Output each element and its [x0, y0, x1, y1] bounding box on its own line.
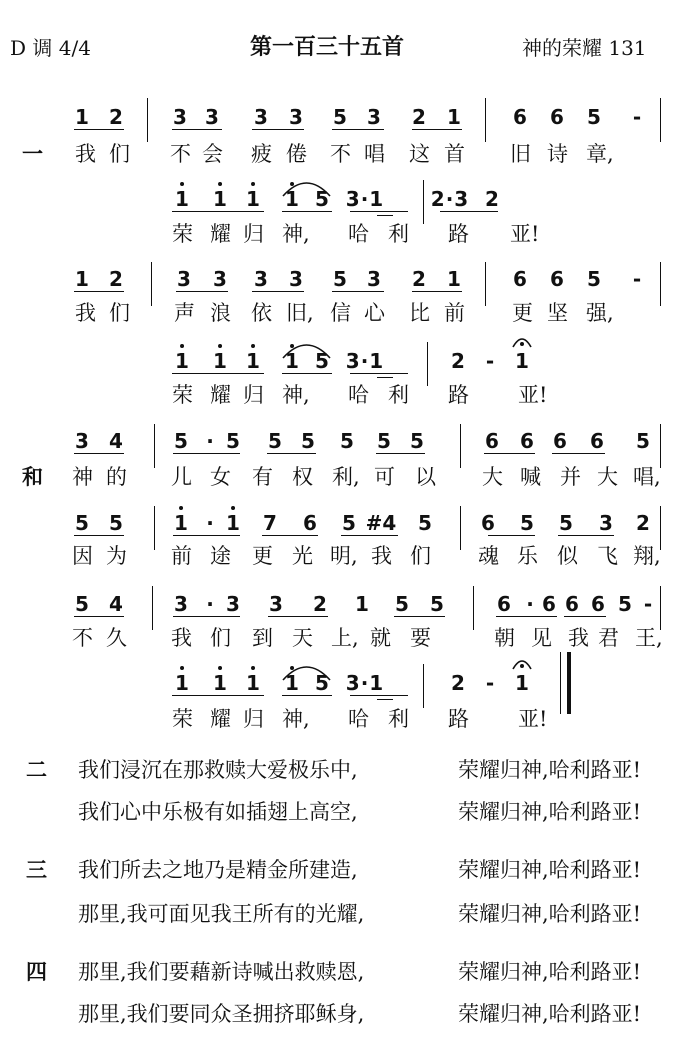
note: 4 — [109, 592, 123, 616]
lyric-syllable: 朝 — [494, 626, 515, 650]
lyric-syllable: 可 — [374, 465, 395, 489]
lyric-syllable: 坚 — [547, 301, 568, 325]
note: 3 — [599, 511, 613, 535]
note: 3·1 — [345, 187, 385, 211]
bar-line — [154, 506, 155, 550]
note: 3 — [289, 105, 303, 129]
beam-line — [172, 211, 264, 212]
lyric-syllable: 为 — [106, 544, 127, 568]
lyric-syllable: 翔, — [633, 544, 661, 568]
note: 1 — [213, 673, 227, 693]
lyric-syllable: 以 — [415, 465, 436, 489]
note: 1 — [447, 267, 461, 291]
lyric-syllable: 不 — [330, 142, 351, 166]
lyric-syllable: 耀 — [210, 707, 231, 731]
lyric-syllable: 到 — [252, 626, 273, 650]
beam-line — [267, 453, 316, 454]
verse-line-text: 那里,我们要藉新诗喊出救赎恩, — [78, 960, 365, 984]
lyric-syllable: 会 — [202, 142, 223, 166]
note: 5 — [342, 511, 356, 535]
note: 2·3 — [430, 187, 470, 211]
note: 5 — [226, 429, 240, 453]
verse-line-text: 那里,我可面见我王所有的光耀, — [78, 902, 365, 926]
lyric-syllable: 亚! — [518, 707, 548, 731]
bar-line — [473, 586, 474, 630]
lyric-syllable: 依 — [251, 301, 272, 325]
lyric-syllable: 我 — [75, 142, 96, 166]
note: 5 — [340, 429, 354, 453]
note: 5 — [418, 511, 432, 535]
note: 6 — [590, 429, 604, 453]
lyric-syllable: 要 — [410, 626, 431, 650]
bar-line — [460, 506, 461, 550]
lyric-syllable: 天 — [292, 626, 313, 650]
note: 6 — [553, 429, 567, 453]
fermata-icon — [511, 333, 533, 349]
beam-line — [74, 616, 124, 617]
bar-line — [423, 664, 424, 708]
lyric-syllable: 利 — [388, 222, 409, 246]
verse-line-refrain: 荣耀归神,哈利路亚! — [458, 960, 642, 984]
lyric-syllable: 亚! — [510, 222, 540, 246]
lyric-syllable: 神, — [282, 222, 310, 246]
beam-line — [440, 211, 498, 212]
note: 5 — [559, 511, 573, 535]
note: 6 — [550, 105, 564, 129]
lyric-syllable: 路 — [448, 222, 469, 246]
beam-line — [176, 291, 228, 292]
beam-line — [552, 453, 605, 454]
bar-line — [460, 424, 461, 468]
note: 1 — [515, 349, 529, 373]
beam-line — [282, 211, 332, 212]
beam-line — [172, 373, 264, 374]
note: 6 — [513, 105, 527, 129]
note: 5 — [377, 429, 391, 453]
beam-line — [173, 616, 240, 617]
lyric-syllable: 光 — [292, 544, 313, 568]
lyric-syllable: 见 — [531, 626, 552, 650]
note: 5 — [395, 592, 409, 616]
beam-line — [74, 535, 124, 536]
lyric-syllable: 章, — [586, 142, 614, 166]
note: 3 — [367, 105, 381, 129]
beam-line — [74, 129, 124, 130]
verse-line-text: 我们心中乐极有如插翅上高空, — [78, 800, 358, 824]
note: 5 — [333, 105, 347, 129]
note: 5 — [315, 349, 329, 373]
note: 1 — [285, 351, 299, 371]
lyric-syllable: 们 — [210, 626, 231, 650]
verse-line-refrain: 荣耀归神,哈利路亚! — [458, 902, 642, 926]
lyric-syllable: 哈 — [348, 222, 369, 246]
lyric-syllable: 们 — [109, 301, 130, 325]
note: 1 — [213, 351, 227, 371]
double-beam-line — [377, 215, 393, 216]
slur-arc — [281, 176, 332, 198]
note: 6 — [303, 511, 317, 535]
beam-line — [282, 695, 332, 696]
note: 6 — [497, 592, 511, 616]
lyric-syllable: 君 — [598, 626, 619, 650]
note: 5 — [315, 671, 329, 695]
note: 2 — [412, 105, 426, 129]
note: 2 — [412, 267, 426, 291]
lyric-syllable: 途 — [210, 544, 231, 568]
lyric-syllable: 不 — [170, 142, 191, 166]
note: 3 — [173, 105, 187, 129]
lyric-syllable: 乐 — [517, 544, 538, 568]
note: 1 — [175, 673, 189, 693]
lyric-syllable: 路 — [448, 707, 469, 731]
bar-line — [427, 342, 428, 386]
note: 1 — [447, 105, 461, 129]
beam-line — [332, 291, 384, 292]
lyric-syllable: 这 — [409, 142, 430, 166]
lyric-syllable: 大 — [482, 465, 503, 489]
lyric-syllable: 强, — [586, 301, 614, 325]
lyric-syllable: 大 — [597, 465, 618, 489]
note: 6 — [542, 592, 556, 616]
lyric-syllable: 们 — [109, 142, 130, 166]
note: 1 — [285, 189, 299, 209]
lyric-syllable: 比 — [409, 301, 430, 325]
lyric-syllable: 哈 — [348, 707, 369, 731]
slur-arc — [281, 660, 332, 682]
lyric-syllable: 似 — [557, 544, 578, 568]
note: 2 — [451, 671, 465, 695]
note: 5 — [333, 267, 347, 291]
note: - — [485, 671, 495, 695]
lyric-syllable: 荣 — [172, 707, 193, 731]
note: 6 — [520, 429, 534, 453]
beam-line — [332, 129, 384, 130]
lyric-syllable: 浪 — [210, 301, 231, 325]
bar-line — [423, 180, 424, 224]
verse-line-refrain: 荣耀归神,哈利路亚! — [458, 858, 642, 882]
beam-line — [252, 129, 304, 130]
note: 1 — [213, 189, 227, 209]
note: 3 — [367, 267, 381, 291]
lyric-syllable: 首 — [444, 142, 465, 166]
lyric-syllable: 路 — [448, 383, 469, 407]
lyric-syllable: 前 — [444, 301, 465, 325]
note: 5 — [268, 429, 282, 453]
beam-line — [173, 453, 240, 454]
verse-label: 和 — [22, 465, 43, 489]
lyric-syllable: 我 — [171, 626, 192, 650]
bar-line — [147, 98, 148, 142]
lyric-syllable: 利 — [388, 707, 409, 731]
note: 1 — [246, 673, 260, 693]
beam-line — [262, 535, 318, 536]
lyric-syllable: 儿 — [171, 465, 192, 489]
beam-line — [394, 616, 445, 617]
verse-line-text: 那里,我们要同众圣拥挤耶稣身, — [78, 1002, 365, 1026]
note: 5 — [75, 592, 89, 616]
verse-number: 三 — [26, 858, 47, 882]
lyric-syllable: 神, — [282, 383, 310, 407]
note: 1 — [75, 105, 89, 129]
note: 5 — [410, 429, 424, 453]
lyric-syllable: 亚! — [518, 383, 548, 407]
lyric-syllable: 利, — [332, 465, 360, 489]
note: - — [485, 349, 495, 373]
note: 3·1 — [345, 671, 385, 695]
note: 2 — [636, 511, 650, 535]
note: · — [526, 592, 534, 616]
verse-line-text: 我们浸沉在那救赎大爱极乐中, — [78, 758, 358, 782]
lyric-syllable: 旧, — [286, 301, 314, 325]
note: 2 — [109, 267, 123, 291]
key-signature: D 调 4/4 — [10, 36, 91, 60]
bar-line — [151, 262, 152, 306]
note: 1 — [246, 189, 260, 209]
bar-line — [154, 424, 155, 468]
beam-line — [172, 129, 222, 130]
verse-number: 四 — [26, 960, 47, 984]
beam-line — [564, 616, 606, 617]
bar-line — [660, 98, 661, 142]
note: 3 — [205, 105, 219, 129]
note: 5 — [301, 429, 315, 453]
note: · — [206, 592, 214, 616]
note: 1 — [175, 351, 189, 371]
slur-arc — [281, 338, 332, 360]
note: 3 — [75, 429, 89, 453]
beam-line — [412, 129, 462, 130]
verse-label: 一 — [22, 142, 43, 166]
lyric-syllable: 前 — [171, 544, 192, 568]
note: 1 — [515, 671, 529, 695]
lyric-syllable: 就 — [370, 626, 391, 650]
final-bar-line — [567, 652, 571, 714]
lyric-syllable: 旧 — [510, 142, 531, 166]
bar-line — [485, 262, 486, 306]
beam-line — [172, 695, 264, 696]
lyric-syllable: 心 — [364, 301, 385, 325]
lyric-syllable: 唱, — [633, 465, 661, 489]
fermata-icon — [511, 655, 533, 671]
lyric-syllable: 权 — [292, 465, 313, 489]
bar-line — [485, 98, 486, 142]
lyric-syllable: 因 — [72, 544, 93, 568]
lyric-syllable: 归 — [243, 383, 264, 407]
note: 6 — [513, 267, 527, 291]
note: 3 — [174, 592, 188, 616]
beam-line — [350, 373, 408, 374]
beam-line — [376, 453, 425, 454]
lyric-syllable: 我 — [75, 301, 96, 325]
note: 5 — [315, 187, 329, 211]
lyric-syllable: 明, — [330, 544, 358, 568]
hymn-reference: 神的荣耀 131 — [522, 36, 647, 60]
note: 5 — [520, 511, 534, 535]
beam-line — [496, 616, 557, 617]
note: 5 — [75, 511, 89, 535]
lyric-syllable: 更 — [252, 544, 273, 568]
note: 3 — [289, 267, 303, 291]
lyric-syllable: 倦 — [286, 142, 307, 166]
note: 1 — [226, 513, 240, 533]
lyric-syllable: 上, — [331, 626, 359, 650]
note: #4 — [365, 511, 397, 535]
verse-line-refrain: 荣耀归神,哈利路亚! — [458, 800, 642, 824]
lyric-syllable: 飞 — [597, 544, 618, 568]
lyric-syllable: 神, — [282, 707, 310, 731]
beam-line — [252, 291, 304, 292]
note: 6 — [565, 592, 579, 616]
lyric-syllable: 更 — [512, 301, 533, 325]
bar-line — [660, 424, 661, 468]
note: 5 — [587, 105, 601, 129]
lyric-syllable: 喊 — [520, 465, 541, 489]
lyric-syllable: 久 — [106, 626, 127, 650]
note: - — [643, 592, 653, 616]
double-beam-line — [377, 377, 393, 378]
note: 5 — [618, 592, 632, 616]
beam-line — [350, 695, 408, 696]
lyric-syllable: 女 — [210, 465, 231, 489]
note: 3 — [269, 592, 283, 616]
note: 2 — [313, 592, 327, 616]
verse-line-text: 我们所去之地乃是精金所建造, — [78, 858, 358, 882]
beam-line — [74, 453, 124, 454]
double-beam-line — [377, 699, 393, 700]
lyric-syllable: 荣 — [172, 222, 193, 246]
lyric-syllable: 我 — [371, 544, 392, 568]
note: 3 — [213, 267, 227, 291]
lyric-syllable: 的 — [106, 465, 127, 489]
lyric-syllable: 魂 — [478, 544, 499, 568]
lyric-syllable: 们 — [410, 544, 431, 568]
lyric-syllable: 王, — [635, 626, 663, 650]
lyric-syllable: 荣 — [172, 383, 193, 407]
note: 5 — [430, 592, 444, 616]
lyric-syllable: 并 — [560, 465, 581, 489]
lyric-syllable: 信 — [330, 301, 351, 325]
note: 3 — [254, 267, 268, 291]
bar-line — [152, 586, 153, 630]
note: 4 — [109, 429, 123, 453]
lyric-syllable: 耀 — [210, 383, 231, 407]
verse-line-refrain: 荣耀归神,哈利路亚! — [458, 1002, 642, 1026]
note: 1 — [174, 513, 188, 533]
note: 6 — [481, 511, 495, 535]
beam-line — [558, 535, 614, 536]
note: 5 — [109, 511, 123, 535]
note: 5 — [174, 429, 188, 453]
note: 3 — [254, 105, 268, 129]
lyric-syllable: 神 — [72, 465, 93, 489]
beam-line — [268, 616, 328, 617]
beam-line — [350, 211, 408, 212]
bar-line — [660, 586, 661, 630]
beam-line — [488, 535, 535, 536]
lyric-syllable: 耀 — [210, 222, 231, 246]
note: 6 — [485, 429, 499, 453]
note: 1 — [355, 592, 369, 616]
lyric-syllable: 不 — [72, 626, 93, 650]
note: 3 — [177, 267, 191, 291]
note: 2 — [451, 349, 465, 373]
lyric-syllable: 唱 — [364, 142, 385, 166]
note: 1 — [75, 267, 89, 291]
note: 3 — [226, 592, 240, 616]
note: 5 — [636, 429, 650, 453]
note: 7 — [263, 511, 277, 535]
beam-line — [282, 373, 332, 374]
lyric-syllable: 声 — [174, 301, 195, 325]
note: - — [632, 267, 642, 291]
beam-line — [74, 291, 124, 292]
note: · — [206, 511, 214, 535]
note: 1 — [246, 351, 260, 371]
note: 1 — [175, 189, 189, 209]
lyric-syllable: 归 — [243, 707, 264, 731]
note: 6 — [550, 267, 564, 291]
verse-line-refrain: 荣耀归神,哈利路亚! — [458, 758, 642, 782]
note: 5 — [587, 267, 601, 291]
lyric-syllable: 我 — [568, 626, 589, 650]
verse-number: 二 — [26, 758, 47, 782]
beam-line — [484, 453, 535, 454]
final-bar-line-thin — [560, 652, 561, 714]
lyric-syllable: 诗 — [547, 142, 568, 166]
hymn-title: 第一百三十五首 — [250, 35, 405, 60]
note: · — [206, 429, 214, 453]
beam-line — [412, 291, 462, 292]
lyric-syllable: 疲 — [251, 142, 272, 166]
note: 6 — [591, 592, 605, 616]
bar-line — [660, 262, 661, 306]
lyric-syllable: 利 — [388, 383, 409, 407]
lyric-syllable: 归 — [243, 222, 264, 246]
note: 3·1 — [345, 349, 385, 373]
lyric-syllable: 哈 — [348, 383, 369, 407]
note: - — [632, 105, 642, 129]
beam-line — [173, 535, 240, 536]
note: 2 — [109, 105, 123, 129]
note: 2 — [485, 187, 499, 211]
lyric-syllable: 有 — [252, 465, 273, 489]
note: 1 — [285, 673, 299, 693]
beam-line — [341, 535, 398, 536]
